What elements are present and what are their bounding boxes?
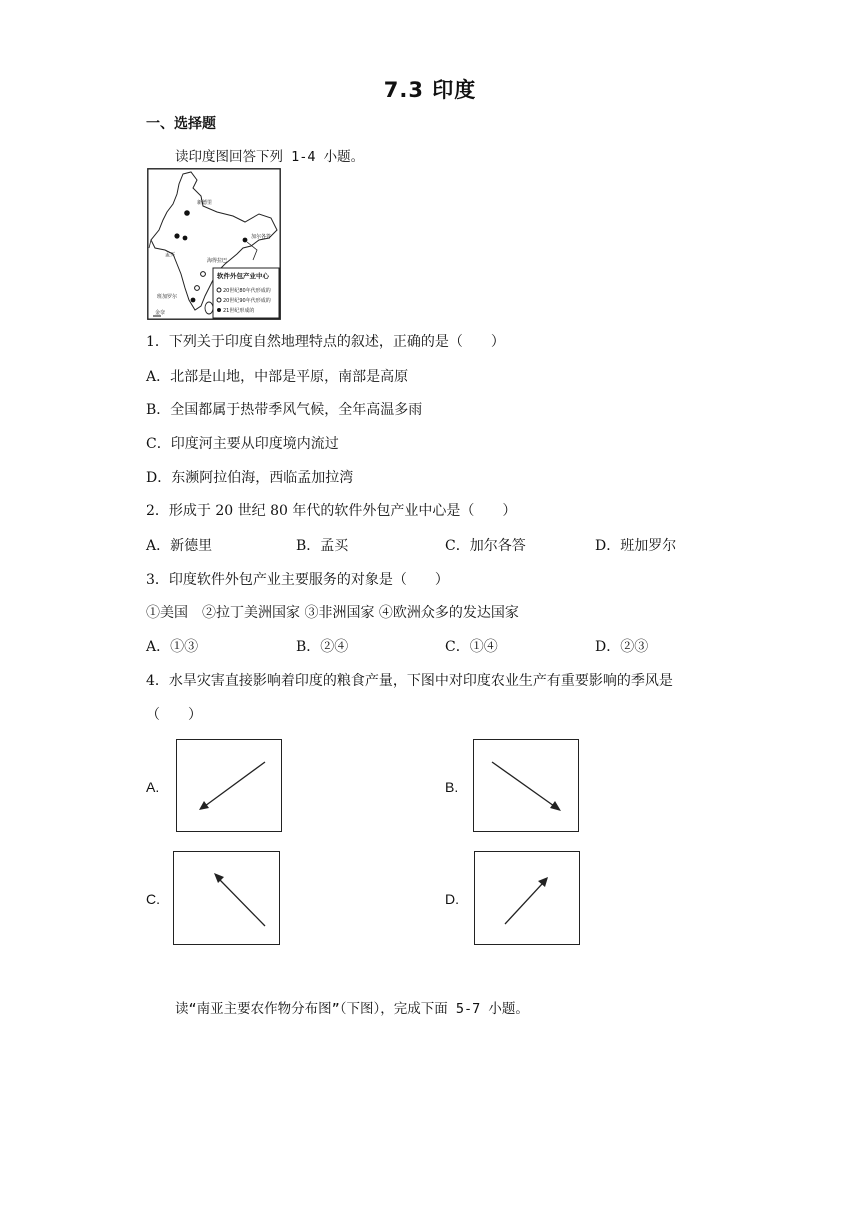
arrow-southeast-icon — [474, 740, 580, 833]
question-2-option-a: A．新德里 — [146, 538, 213, 554]
arrow-option-label-d: D. — [445, 891, 459, 907]
question-2-option-c: C．加尔各答 — [445, 538, 526, 554]
map-city-label: 班加罗尔 — [157, 294, 178, 300]
arrow-figure-d — [474, 851, 580, 945]
question-1-option-b: B．全国都属于热带季风气候，全年高温多雨 — [146, 402, 423, 418]
map-legend-item: 21世纪形成的 — [223, 308, 255, 314]
question-3-option-a: A．①③ — [146, 639, 199, 655]
arrow-option-label-a: A. — [146, 779, 160, 795]
map-city-label: 新德里 — [197, 200, 213, 206]
question-3-option-d: D．②③ — [595, 639, 649, 655]
intro-text-2: 读“南亚主要农作物分布图”（下图），完成下面 5-7 小题。 — [175, 1001, 529, 1017]
question-2-option-d: D．班加罗尔 — [595, 538, 677, 554]
map-city-label: 海得拉巴 — [207, 258, 228, 264]
arrow-southwest-icon — [177, 740, 283, 833]
question-4-paren: （ ） — [146, 707, 202, 723]
arrow-option-label-b: B. — [445, 779, 459, 795]
question-3-stem: 3．印度软件外包产业主要服务的对象是（ ） — [146, 572, 449, 588]
map-legend-item: 20世纪80年代形成的 — [223, 288, 271, 294]
arrow-option-label-c: C. — [146, 891, 160, 907]
section-heading: 一、选择题 — [146, 116, 216, 132]
page-title: 7.3 印度 — [383, 78, 477, 102]
question-4-stem: 4．水旱灾害直接影响着印度的粮食产量，下图中对印度农业生产有重要影响的季风是 — [146, 673, 673, 689]
map-city-label: 孟买 — [165, 252, 176, 258]
india-map-figure — [147, 168, 281, 320]
question-3-option-b: B．②④ — [296, 639, 349, 655]
map-city-label: 加尔各答 — [251, 234, 272, 240]
map-legend-item: 20世纪90年代形成的 — [223, 298, 271, 304]
question-3-items: ①美国 ②拉丁美洲国家 ③非洲国家 ④欧洲众多的发达国家 — [146, 605, 519, 621]
question-2-stem: 2．形成于 20 世纪 80 年代的软件外包产业中心是（ ） — [146, 503, 517, 519]
intro-text-1: 读印度图回答下列 1-4 小题。 — [175, 149, 365, 165]
india-map-svg — [147, 168, 281, 320]
question-1-stem: 1．下列关于印度自然地理特点的叙述，正确的是（ ） — [146, 334, 505, 350]
map-city-label: 金奈 — [155, 310, 166, 316]
arrow-figure-c — [173, 851, 280, 945]
arrow-figure-a — [176, 739, 282, 832]
question-1-option-a: A．北部是山地，中部是平原，南部是高原 — [146, 369, 409, 385]
arrow-figure-b — [473, 739, 579, 832]
question-2-option-b: B．孟买 — [296, 538, 349, 554]
arrow-northeast-icon — [475, 852, 581, 946]
question-3-option-c: C．①④ — [445, 639, 498, 655]
map-legend-title: 软件外包产业中心 — [217, 272, 269, 280]
question-1-option-c: C．印度河主要从印度境内流过 — [146, 436, 339, 452]
arrow-northwest-icon — [174, 852, 281, 946]
question-1-option-d: D．东濒阿拉伯海，西临孟加拉湾 — [146, 470, 354, 486]
